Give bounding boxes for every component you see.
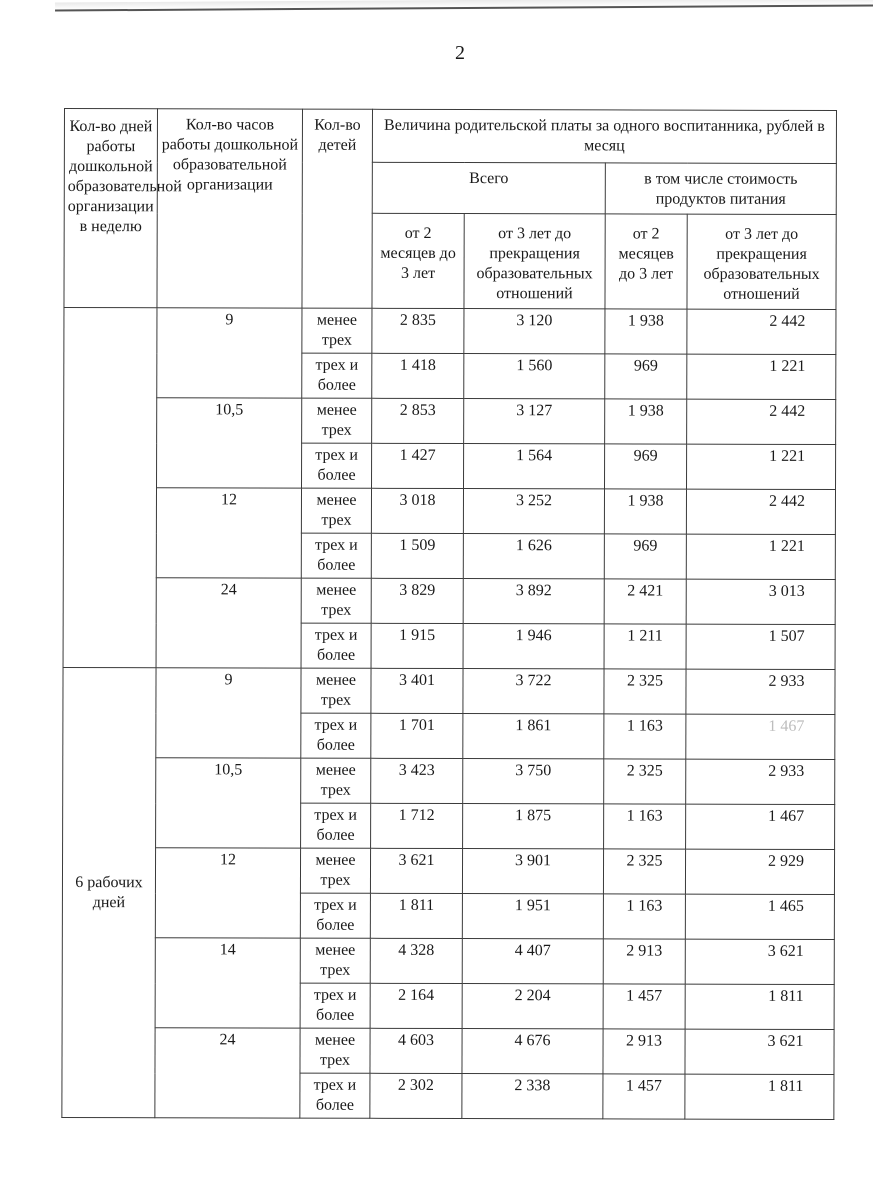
food-cost-3y-end-cell: 1 221 [686, 534, 835, 579]
fee-total-2m-3y-cell: 1 701 [371, 713, 463, 758]
header-days-per-week: Кол-во дней работы дошкольной образовательной организации в неделю [64, 109, 158, 308]
fee-total-2m-3y-cell: 2 835 [372, 308, 464, 353]
food-cost-2m-3y-cell: 1 457 [603, 1074, 685, 1119]
children-count-cell: менее трех [300, 1028, 370, 1073]
hours-cell: 9 [157, 308, 302, 398]
food-cost-2m-3y-cell: 1 457 [603, 984, 685, 1029]
page-number: 2 [455, 42, 465, 64]
table-row [63, 757, 835, 804]
fee-total-3y-end-cell: 3 252 [463, 489, 604, 534]
food-cost-2m-3y-cell: 2 913 [603, 1029, 685, 1074]
children-count-cell: трех и более [302, 443, 372, 488]
hours-cell: 12 [155, 848, 300, 938]
header-parent-fee: Величина родительской платы за одного воспитанника, рублей в месяц [372, 109, 836, 163]
hours-cell: 10,5 [157, 398, 302, 488]
food-cost-2m-3y-cell: 969 [604, 534, 686, 579]
scan-top-edge [55, 0, 873, 12]
fee-total-2m-3y-cell: 4 603 [370, 1028, 462, 1073]
fee-total-2m-3y-cell: 1 427 [372, 443, 464, 488]
fee-total-2m-3y-cell: 3 423 [371, 758, 463, 803]
children-count-cell: менее трех [301, 758, 371, 803]
food-cost-3y-end-cell: 2 929 [685, 849, 834, 894]
fee-total-3y-end-cell: 1 560 [464, 354, 605, 399]
fee-total-3y-end-cell: 3 892 [463, 579, 604, 624]
fee-total-2m-3y-cell: 3 829 [371, 578, 463, 623]
food-cost-3y-end-cell: 2 933 [686, 669, 835, 714]
fee-total-3y-end-cell: 1 875 [463, 804, 604, 849]
food-cost-3y-end-cell: 1 467 [686, 804, 835, 849]
food-cost-2m-3y-cell: 2 325 [603, 849, 685, 894]
food-cost-2m-3y-cell: 1 938 [605, 399, 687, 444]
food-cost-3y-end-cell: 1 811 [685, 1074, 834, 1119]
food-cost-2m-3y-cell: 1 211 [604, 624, 686, 669]
table-row [63, 488, 835, 535]
children-count-cell: менее трех [300, 848, 370, 893]
hours-cell: 12 [156, 488, 301, 578]
food-cost-2m-3y-cell: 969 [605, 444, 687, 489]
food-cost-2m-3y-cell: 1 163 [604, 714, 686, 759]
table-row [62, 1027, 834, 1074]
children-count-cell: менее трех [302, 308, 372, 353]
fee-total-3y-end-cell: 1 626 [463, 534, 604, 579]
food-cost-2m-3y-cell: 2 325 [604, 759, 686, 804]
children-count-cell: трех и более [300, 1073, 370, 1118]
table-row [62, 847, 834, 894]
food-cost-3y-end-cell: 1 811 [685, 984, 834, 1029]
fee-total-3y-end-cell: 4 676 [462, 1029, 603, 1074]
hours-cell: 24 [155, 1028, 300, 1118]
food-cost-2m-3y-cell: 969 [605, 354, 687, 399]
fee-total-3y-end-cell: 4 407 [462, 939, 603, 984]
table-row [62, 937, 834, 984]
food-cost-3y-end-cell: 3 621 [685, 939, 834, 984]
food-cost-2m-3y-cell: 2 421 [604, 579, 686, 624]
fee-total-3y-end-cell: 1 861 [463, 714, 604, 759]
food-cost-3y-end-cell: 1 221 [687, 444, 836, 489]
hours-cell: 10,5 [156, 758, 301, 848]
fee-total-2m-3y-cell: 4 328 [370, 938, 462, 983]
header-food-age-3y-end: от 3 лет до прекращения образовательных отношений [687, 214, 836, 309]
header-total-age-2m-3y: от 2 месяцев до 3 лет [372, 213, 464, 308]
children-count-cell: менее трех [301, 488, 371, 533]
food-cost-3y-end-cell: 2 442 [686, 489, 835, 534]
food-cost-3y-end-cell: 3 013 [686, 579, 835, 624]
food-cost-3y-end-cell: 2 442 [687, 309, 836, 354]
children-count-cell: трех и более [301, 803, 371, 848]
fee-total-3y-end-cell: 3 127 [464, 399, 605, 444]
fee-total-3y-end-cell: 3 901 [462, 849, 603, 894]
food-cost-3y-end-cell: 1 467 [686, 714, 835, 759]
children-count-cell: трех и более [301, 623, 371, 668]
header-total-age-3y-end: от 3 лет до прекращения образовательных отношений [464, 214, 605, 309]
fee-total-3y-end-cell: 2 338 [462, 1074, 603, 1119]
children-count-cell: менее трех [302, 398, 372, 443]
fee-total-2m-3y-cell: 3 621 [370, 848, 462, 893]
children-count-cell: трех и более [300, 893, 370, 938]
fee-total-3y-end-cell: 1 951 [462, 894, 603, 939]
food-cost-2m-3y-cell: 1 163 [604, 804, 686, 849]
table-row [63, 577, 835, 624]
table-row [64, 398, 836, 445]
food-cost-3y-end-cell: 1 221 [687, 354, 836, 399]
food-cost-3y-end-cell: 1 465 [685, 894, 834, 939]
parent-fee-table [61, 108, 837, 1120]
header-hours: Кол-во часов работы дошкольной образовательной организации [157, 109, 303, 308]
header-total: Всего [372, 162, 605, 214]
fee-total-3y-end-cell: 1 564 [464, 444, 605, 489]
table-row [64, 308, 836, 355]
fee-total-3y-end-cell: 2 204 [462, 984, 603, 1029]
fee-total-2m-3y-cell: 2 853 [372, 398, 464, 443]
food-cost-2m-3y-cell: 2 325 [604, 669, 686, 714]
hours-cell: 9 [156, 668, 301, 758]
fee-total-2m-3y-cell: 1 915 [371, 623, 463, 668]
fee-total-2m-3y-cell: 2 302 [370, 1073, 462, 1118]
fee-total-2m-3y-cell: 2 164 [370, 983, 462, 1028]
children-count-cell: трех и более [301, 713, 371, 758]
children-count-cell: менее трех [300, 938, 370, 983]
header-food-age-2m-3y: от 2 месяцев до 3 лет [605, 214, 687, 309]
fee-total-2m-3y-cell: 1 811 [370, 893, 462, 938]
header-children-count: Кол-во детей [302, 109, 373, 308]
header-row-1 [64, 109, 836, 164]
food-cost-2m-3y-cell: 1 163 [603, 894, 685, 939]
fee-total-3y-end-cell: 1 946 [463, 624, 604, 669]
days-per-week-cell: 6 рабочих дней [62, 667, 156, 1117]
food-cost-3y-end-cell: 1 507 [686, 624, 835, 669]
children-count-cell: менее трех [301, 668, 371, 713]
food-cost-3y-end-cell: 2 442 [687, 399, 836, 444]
days-per-week-cell [63, 308, 157, 668]
children-count-cell: трех и более [300, 983, 370, 1028]
fee-total-3y-end-cell: 3 750 [463, 759, 604, 804]
fee-total-2m-3y-cell: 1 418 [372, 353, 464, 398]
children-count-cell: трех и более [302, 353, 372, 398]
fee-total-3y-end-cell: 3 120 [464, 309, 605, 354]
fee-total-2m-3y-cell: 3 018 [371, 488, 463, 533]
fee-total-2m-3y-cell: 1 712 [371, 803, 463, 848]
food-cost-3y-end-cell: 3 621 [685, 1029, 834, 1074]
fee-total-3y-end-cell: 3 722 [463, 669, 604, 714]
fee-total-2m-3y-cell: 1 509 [371, 533, 463, 578]
header-food-cost: в том числе стоимость продуктов питания [605, 163, 836, 215]
table-row [63, 667, 835, 714]
food-cost-2m-3y-cell: 1 938 [604, 489, 686, 534]
children-count-cell: трех и более [301, 533, 371, 578]
food-cost-2m-3y-cell: 2 913 [603, 939, 685, 984]
food-cost-2m-3y-cell: 1 938 [605, 309, 687, 354]
hours-cell: 24 [156, 578, 301, 668]
hours-cell: 14 [155, 938, 300, 1028]
fee-total-2m-3y-cell: 3 401 [371, 668, 463, 713]
children-count-cell: менее трех [301, 578, 371, 623]
food-cost-3y-end-cell: 2 933 [686, 759, 835, 804]
